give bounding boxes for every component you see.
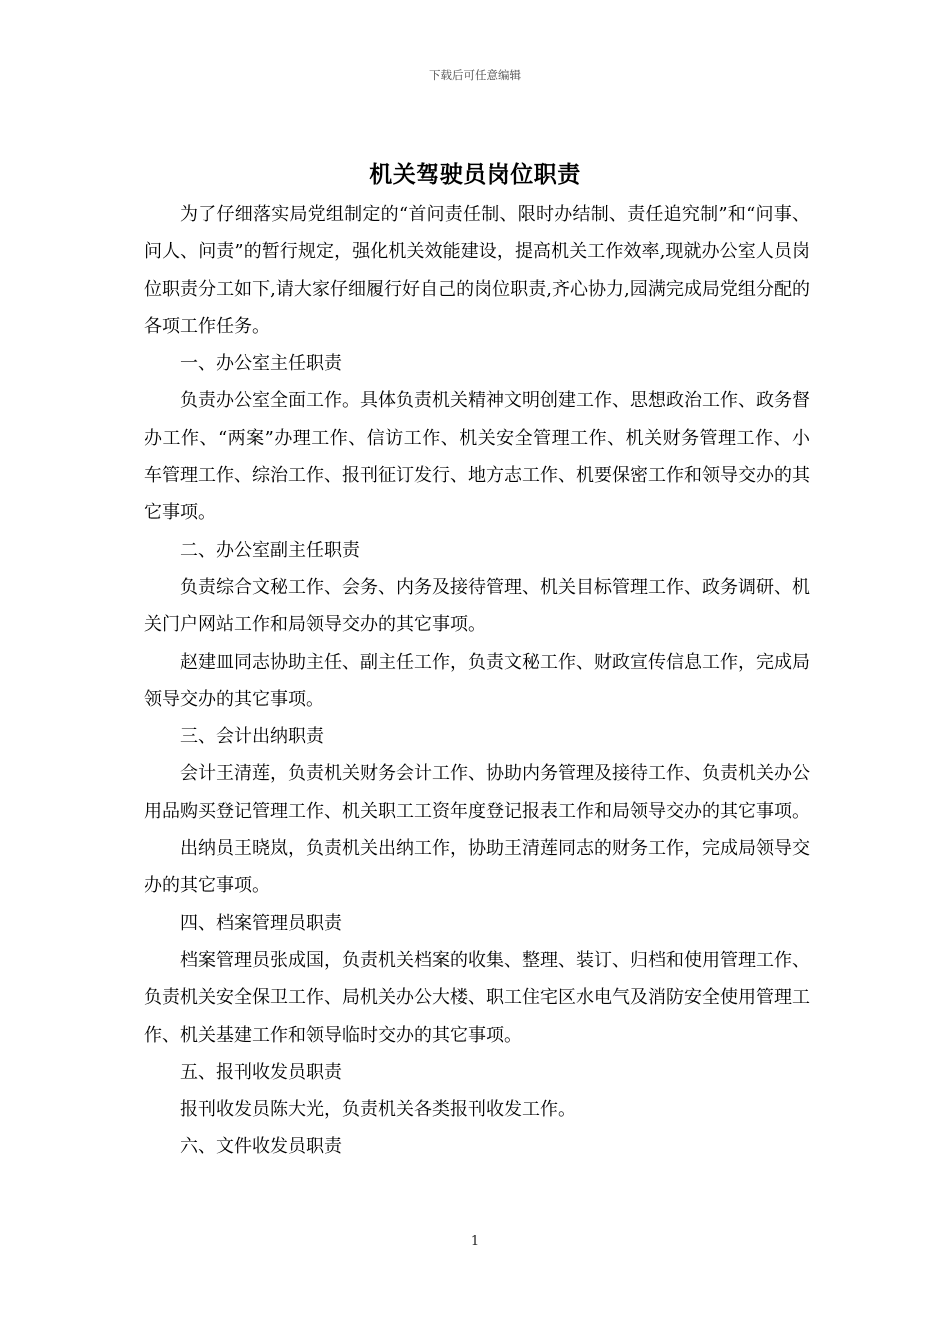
header-note: 下载后可任意编辑 (429, 68, 521, 82)
document-title: 机关驾驶员岗位职责 (369, 161, 581, 188)
page-number: 1 (470, 1234, 480, 1249)
section-heading-accountant-cashier: 三、会计出纳职责 (180, 726, 324, 748)
body-paragraph: 负责办公室全面工作。具体负责机关精神文明创建工作、思想政治工作、政务督办工作、“两案”办理工作、信访工作、机关安全管理工作、机关财务管理工作、小车管理工作、综治工作、报刊征订发行、地方志工作、机要保密工作和领导交办的其它事项。 (144, 390, 810, 524)
body-paragraph: 档案管理员张成国，负责机关档案的收集、整理、装订、归档和使用管理工作、负责机关安全保卫工作、局机关办公大楼、职工住宅区水电气及消防安全使用管理工作、机关基建工作和领导临时交办的其它事项。 (144, 949, 810, 1046)
section-heading-deputy-director: 二、办公室副主任职责 (180, 539, 360, 561)
body-paragraph: 报刊收发员陈大光，负责机关各类报刊收发工作。 (180, 1099, 576, 1121)
body-paragraph: 会计王清莲，负责机关财务会计工作、协助内务管理及接待工作、负责机关办公用品购买登记管理工作、机关职工工资年度登记报表工作和局领导交办的其它事项。 (144, 763, 810, 822)
section-heading-newspaper-clerk: 五、报刊收发员职责 (180, 1061, 342, 1083)
body-paragraph: 赵建皿同志协助主任、副主任工作，负责文秘工作、财政宣传信息工作，完成局领导交办的其它事项。 (144, 651, 810, 710)
body-paragraph: 出纳员王晓岚，负责机关出纳工作，协助王清莲同志的财务工作，完成局领导交办的其它事项。 (144, 838, 810, 897)
body-paragraph: 负责综合文秘工作、会务、内务及接待管理、机关目标管理工作、政务调研、机关门户网站工作和局领导交办的其它事项。 (144, 576, 810, 636)
intro-paragraph: 为了仔细落实局党组制定的“首问责任制、限时办结制、责任追究制”和“问事、问人、问责”的暂行规定，强化机关效能建设，提高机关工作效率,现就办公室人员岗位职责分工如下,请大家仔细履行好自己的岗位职责,齐心协力,园满完成局党组分配的各项工作任务。 (144, 204, 810, 337)
document-body (144, 196, 810, 1166)
section-heading-document-clerk: 六、文件收发员职责 (180, 1136, 342, 1158)
section-heading-archivist: 四、档案管理员职责 (180, 912, 342, 934)
section-heading-office-director: 一、办公室主任职责 (180, 353, 342, 375)
